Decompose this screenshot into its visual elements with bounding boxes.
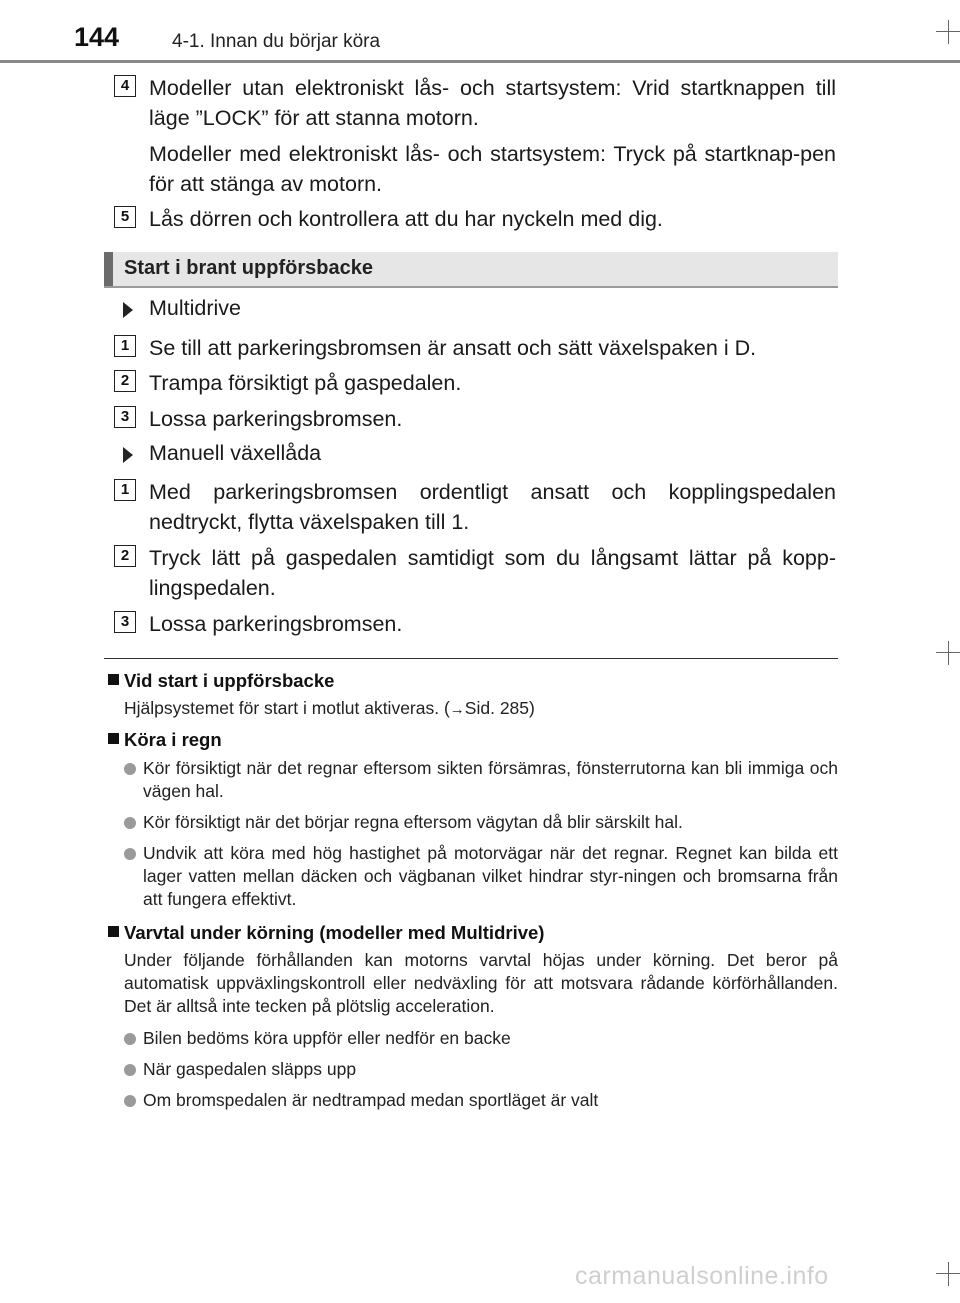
square-bullet-icon	[108, 733, 119, 744]
section-divider	[104, 658, 838, 659]
page-number: 144	[74, 22, 120, 52]
section-title: Start i brant uppförsbacke	[124, 257, 373, 279]
triangle-arrow-icon	[123, 302, 133, 318]
crop-mark-bottom	[936, 1262, 960, 1286]
step-text: Modeller utan elektroniskt lås- och startsystem: Vrid startknappen till läge ”LOCK” för att stanna motorn.	[149, 76, 836, 130]
step-text: Tryck lätt på gaspedalen samtidigt som du långsamt lättar på kopp-lingspedalen.	[149, 546, 836, 600]
crop-mark-middle	[936, 641, 960, 665]
step-number-badge: 4	[114, 75, 136, 97]
bullet-text: Kör försiktigt när det börjar regna eftersom vägytan då blir särskilt hal.	[143, 812, 683, 832]
list-item	[124, 1058, 838, 1081]
manual-step-2	[114, 543, 836, 603]
bullet-text: Undvik att köra med hög hastighet på motorvägar när det regnar. Regnet kan bilda ett lager vatten mellan däcken och vägbanan vilket hindrar styr-ningen och bromsarna från att fungera effektivt.	[143, 843, 838, 909]
step-number-badge: 3	[114, 406, 136, 428]
note-text-rpm: Under följande förhållanden kan motorns varvtal höjas under körning. Det beror på automatisk uppväxlingskontroll eller nedväxling för att motsvara rådande körförhållanden. Det är alltså inte tecken på plötslig acceleration.	[124, 950, 838, 1016]
step-text: Lossa parkeringsbromsen.	[149, 407, 403, 431]
manual-step-1	[114, 477, 836, 537]
note-heading-rpm	[108, 922, 544, 944]
step-5	[114, 204, 836, 234]
circle-bullet-icon	[124, 763, 136, 775]
list-item	[124, 811, 838, 834]
page-reference-link[interactable]: Sid. 285)	[464, 698, 535, 718]
circle-bullet-icon	[124, 817, 136, 829]
chapter-title: 4-1. Innan du börjar köra	[172, 31, 381, 52]
bullet-text: Om bromspedalen är nedtrampad medan sportläget är valt	[143, 1090, 599, 1110]
circle-bullet-icon	[124, 1095, 136, 1107]
step-text: Lossa parkeringsbromsen.	[149, 612, 403, 636]
header-rule	[0, 60, 960, 63]
subheading-label: Multidrive	[149, 296, 241, 320]
triangle-arrow-icon	[123, 447, 133, 463]
arrow-right-icon: →	[449, 701, 465, 718]
watermark: carmanualsonline.info	[575, 1262, 829, 1290]
note-heading-rain	[108, 729, 222, 751]
section-accent	[104, 252, 113, 286]
square-bullet-icon	[108, 674, 119, 685]
circle-bullet-icon	[124, 848, 136, 860]
list-item	[124, 1027, 838, 1050]
crop-mark-top	[936, 20, 960, 44]
note-text-before: Hjälpsystemet för start i motlut aktiveras. (	[124, 698, 450, 718]
circle-bullet-icon	[124, 1064, 136, 1076]
circle-bullet-icon	[124, 1033, 136, 1045]
step-text: Lås dörren och kontrollera att du har nyckeln med dig.	[149, 207, 663, 231]
list-item	[124, 1089, 838, 1112]
step-number-badge: 3	[114, 611, 136, 633]
page-header	[0, 0, 960, 64]
note-heading-text: Vid start i uppförsbacke	[124, 670, 335, 691]
note-heading-text: Varvtal under körning (modeller med Multidrive)	[124, 922, 545, 943]
note-heading-uphill	[108, 670, 334, 692]
subheading-label: Manuell växellåda	[149, 441, 322, 465]
step-number-badge: 1	[114, 335, 136, 357]
section-heading	[104, 252, 838, 288]
list-item	[124, 757, 838, 803]
step-4	[114, 73, 836, 133]
square-bullet-icon	[108, 926, 119, 937]
step-4-alt	[114, 139, 836, 199]
step-text: Modeller med elektroniskt lås- och startsystem: Tryck på startknap-pen för att stänga av motorn.	[149, 142, 836, 196]
manual-step-3	[114, 609, 836, 639]
step-text: Trampa försiktigt på gaspedalen.	[149, 371, 462, 395]
list-item	[124, 842, 838, 911]
step-number-badge: 2	[114, 370, 136, 392]
note-heading-text: Köra i regn	[124, 729, 222, 750]
multidrive-step-1	[114, 333, 836, 363]
multidrive-step-3	[114, 404, 836, 434]
note-text-uphill	[124, 697, 838, 721]
step-text: Se till att parkeringsbromsen är ansatt och sätt växelspaken i D.	[149, 336, 757, 360]
multidrive-step-2	[114, 368, 836, 398]
bullet-text: Kör försiktigt när det regnar eftersom sikten försämras, fönsterrutorna kan bli immiga och vägen hal.	[143, 758, 838, 801]
step-number-badge: 1	[114, 479, 136, 501]
step-number-badge: 2	[114, 545, 136, 567]
bullet-text: Bilen bedöms köra uppför eller nedför en backe	[143, 1028, 511, 1048]
bullet-text: När gaspedalen släpps upp	[143, 1059, 357, 1079]
step-text: Med parkeringsbromsen ordentligt ansatt och kopplingspedalen nedtryckt, flytta växelspaken till 1.	[149, 480, 836, 534]
step-number-badge: 5	[114, 206, 136, 228]
